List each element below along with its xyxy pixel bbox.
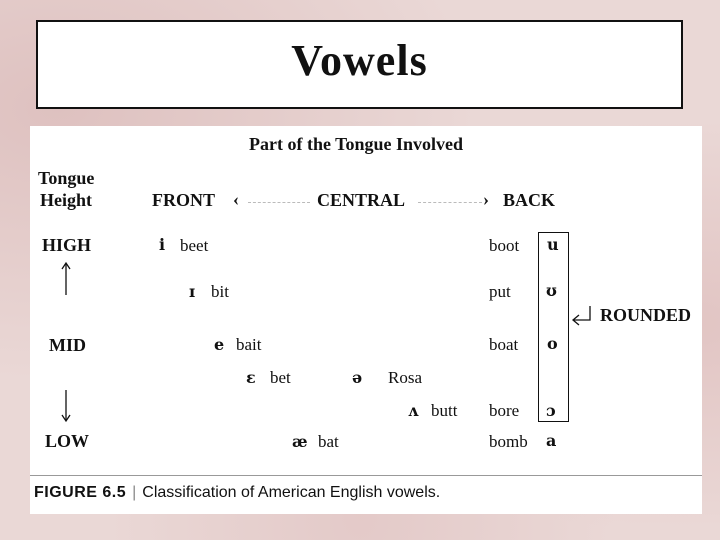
vowel-example-word: butt: [431, 401, 458, 420]
vowel-example-word: boat: [489, 335, 519, 354]
down-arrow-icon: [59, 388, 73, 424]
vowel-symbol: ɛ: [246, 368, 256, 387]
vowel-example-word: put: [489, 282, 511, 301]
vowel-symbol: a: [546, 431, 557, 450]
vowel-symbol: ə: [352, 368, 363, 387]
front-label: FRONT: [152, 190, 215, 210]
vowel-example-word: beet: [180, 236, 209, 255]
dashed-line-right: [418, 202, 482, 203]
vowel-example-word: bit: [211, 282, 229, 301]
vowel-symbol: u: [547, 235, 559, 254]
low-label: LOW: [45, 431, 90, 451]
high-label: HIGH: [42, 235, 92, 255]
vowel-symbol: ʊ: [546, 281, 557, 300]
caption-divider: [30, 475, 702, 476]
vowel-symbol: ɪ: [189, 282, 196, 301]
caption-separator: |: [132, 484, 137, 501]
tongue-height-label-line1: Tongue: [38, 168, 95, 188]
chart-header: Part of the Tongue Involved: [249, 134, 464, 154]
up-arrow-icon: [59, 261, 73, 297]
vowel-example-word: boot: [489, 236, 520, 255]
mid-label: MID: [49, 335, 86, 355]
return-arrow-icon: [570, 304, 594, 326]
rounded-label: ROUNDED: [600, 305, 692, 325]
rounded-vowels-box: [538, 232, 569, 422]
vowel-symbol: ʌ: [408, 401, 419, 420]
central-label: CENTRAL: [317, 190, 406, 210]
caption-figure-number: FIGURE 6.5: [34, 484, 127, 501]
vowel-example-word: Rosa: [388, 368, 422, 387]
vowel-symbol: i: [159, 235, 166, 254]
slide-title: Vowels: [291, 36, 428, 85]
caption-text: Classification of American English vowels.: [142, 484, 441, 501]
dashed-line-left: [248, 202, 310, 203]
tongue-height-label-line2: Height: [40, 190, 92, 210]
right-arrow: ›: [483, 189, 489, 209]
vowel-symbol: e: [214, 335, 225, 354]
vowel-example-word: bait: [236, 335, 262, 354]
left-arrow: ‹: [233, 189, 239, 209]
title-box: [36, 20, 683, 109]
vowel-example-word: bore: [489, 401, 520, 420]
vowel-example-word: bet: [270, 368, 291, 387]
vowel-symbol: æ: [292, 432, 308, 451]
vowel-symbol: ɔ: [546, 401, 556, 420]
vowel-example-word: bomb: [489, 432, 528, 451]
back-label: BACK: [503, 190, 556, 210]
figure-caption: [34, 484, 440, 502]
vowel-chart-figure: [30, 126, 702, 514]
vowel-symbol: o: [547, 334, 558, 353]
vowel-example-word: bat: [318, 432, 339, 451]
